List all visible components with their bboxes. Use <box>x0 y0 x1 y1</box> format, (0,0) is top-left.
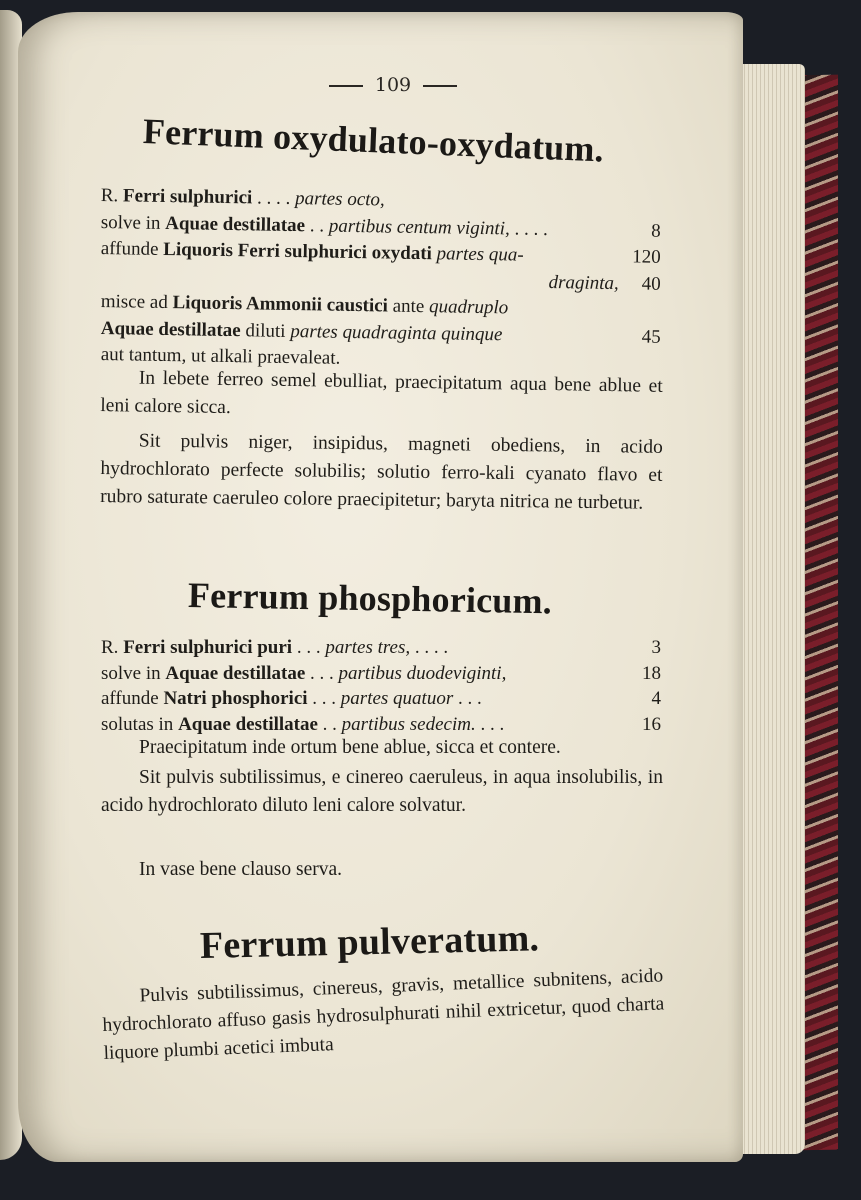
recipe-quantity: 40 <box>641 272 661 295</box>
recipe-amount: partes quadraginta quinque <box>290 320 503 345</box>
recipe-fill: . . . . <box>514 217 548 240</box>
recipe-quantity: 120 <box>632 246 661 268</box>
paragraph-5-text: In vase bene clauso serva. <box>139 859 343 880</box>
recipe-quantity: 16 <box>642 713 661 735</box>
recipe-line <box>101 662 661 686</box>
section-title-phosphoricum: Ferrum phosphoricum. <box>187 575 553 622</box>
recipe-amount: partibus centum viginti, <box>328 215 510 239</box>
recipe-dots: . . . <box>310 662 334 684</box>
recipe-lead: misce ad <box>100 290 168 314</box>
recipe-line <box>101 636 661 660</box>
recipe-lead: affunde <box>101 688 159 709</box>
paragraph-3-text: Praecipitatum inde ortum bene ablue, sicca et contere. <box>139 737 561 758</box>
recipe-line <box>101 713 661 737</box>
recipe-ingredient: Ferri sulphurici puri <box>123 637 293 658</box>
recipe-ingredient: Natri phosphorici <box>163 688 308 709</box>
paragraph-1 <box>100 364 663 429</box>
recipe-lead: R. <box>101 637 119 658</box>
recipe-dots: . . <box>322 713 337 735</box>
paragraph-4-text: Sit pulvis subtilissimus, e cinereo caeruleus, in aqua insolubilis, in acido hydrochlorato diluto leni calore solvatur. <box>101 767 663 816</box>
recipe-lead: aut tantum, ut alkali praevaleat. <box>100 343 341 369</box>
recipe-amount: draginta, <box>548 271 619 294</box>
recipe-ingredient: Aquae destillatae <box>178 713 318 735</box>
paragraph-4 <box>101 764 663 820</box>
book-page <box>18 12 743 1162</box>
recipe-ingredient: Ferri sulphurici <box>122 185 253 209</box>
recipe-quantity: 45 <box>641 325 661 348</box>
recipe-dots: ante <box>392 295 425 318</box>
paragraph-6-text: Pulvis subtilissimus, cinereus, gravis, metallice subnitens, acido hydrochlorato affuso gasis hydrosulphurati nihil extricetur, quod charta liquore plumbi acetici imbuta <box>102 965 665 1064</box>
recipe-dots: . . <box>309 214 325 237</box>
paragraph-3 <box>101 734 663 762</box>
recipe-ingredient: Aquae destillatae <box>100 317 241 341</box>
recipe-lead: affunde <box>100 237 159 260</box>
section-title-oxydulato: Ferrum oxydulato-oxydatum. <box>142 111 605 170</box>
recipe-amount: partes octo, <box>294 188 385 211</box>
recipe-quantity: 18 <box>642 662 661 684</box>
recipe-amount: partibus sedecim. <box>341 713 476 735</box>
recipe-ingredient: Aquae destillatae <box>165 212 306 236</box>
recipe-ingredient: Aquae destillatae <box>165 662 306 684</box>
recipe-amount: quadruplo <box>428 296 509 319</box>
recipe-quantity: 8 <box>651 220 661 242</box>
recipe-amount: partes qua- <box>436 243 524 266</box>
recipe-ingredient: Liquoris Ferri sulphurici oxydati <box>163 238 433 265</box>
recipe-quantity: 3 <box>651 637 661 658</box>
recipe-lead: R. <box>100 184 119 207</box>
section-title-pulveratum: Ferrum pulveratum. <box>199 917 540 967</box>
recipe-fill: . . . . <box>414 637 449 658</box>
paragraph-6 <box>101 962 666 1068</box>
recipe-lead: solve in <box>100 211 161 234</box>
recipe-dots: diluti <box>245 319 286 342</box>
recipe-amount: partes tres, <box>325 637 411 658</box>
recipe-dots: . . . . <box>256 187 291 209</box>
dash-left <box>329 85 363 87</box>
paragraph-1-text: In lebete ferreo semel ebulliat, praecipitatum aqua bene ablue et leni calore sicca. <box>100 367 663 419</box>
recipe-quantity: 4 <box>651 688 661 709</box>
paragraph-5 <box>101 856 663 884</box>
recipe-ingredient: Liquoris Ammonii caustici <box>172 292 389 317</box>
recipe-amount: partes quatuor <box>340 688 454 709</box>
recipe-dots: . . . <box>312 688 337 709</box>
paragraph-2 <box>100 427 663 518</box>
recipe-fill: . . . <box>480 713 505 735</box>
recipe-fill: . . . <box>457 688 482 709</box>
paragraph-2-text: Sit pulvis niger, insipidus, magneti obediens, in acido hydrochlorato perfecte solubilis; solutio ferro-kali cyanato flavo et rubro saturate caeruleo colore praecipitetur; baryta nitrica ne turbetur. <box>100 430 663 514</box>
recipe-lead: solutas in <box>101 713 174 735</box>
dash-right <box>423 85 457 87</box>
page-number-text: 109 <box>374 74 412 96</box>
page-number <box>308 74 478 96</box>
recipe-amount: partibus duodeviginti, <box>338 662 507 684</box>
recipe-lead: solve in <box>101 662 161 684</box>
recipe-line <box>101 687 661 711</box>
recipe-dots: . . . <box>296 637 321 658</box>
